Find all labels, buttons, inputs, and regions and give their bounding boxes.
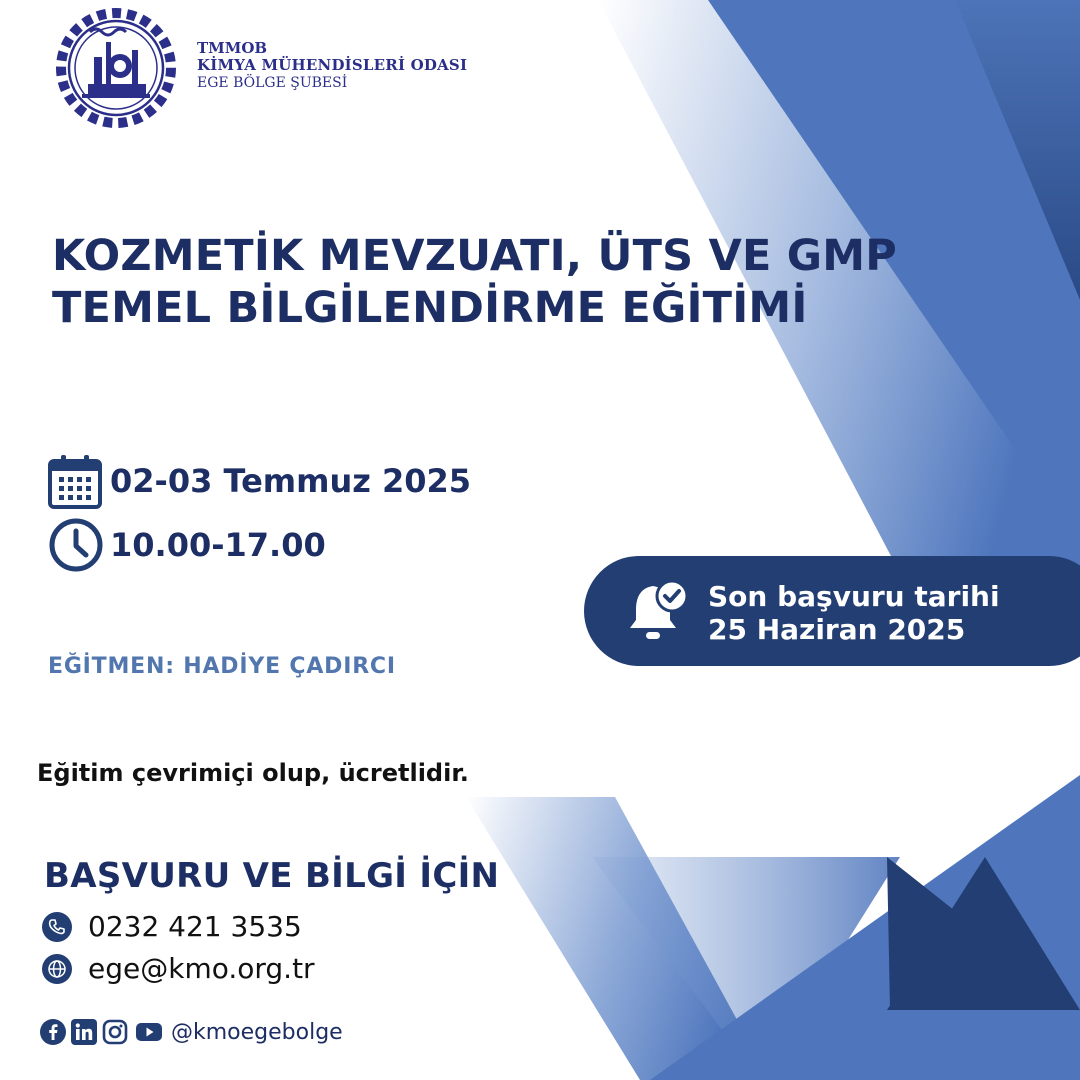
facebook-icon[interactable]	[40, 1019, 66, 1045]
contact-heading: BAŞVURU VE BİLGİ İÇİN	[44, 856, 500, 896]
youtube-icon[interactable]	[133, 1019, 165, 1045]
phone-number[interactable]: 0232 421 3535	[88, 910, 302, 943]
deadline-line-2: 25 Haziran 2025	[708, 613, 966, 646]
gear-factory-logo-icon	[50, 2, 182, 134]
globe-icon	[42, 954, 72, 984]
title-line-2: TEMEL BİLGİLENDİRME EĞİTİMİ	[52, 283, 808, 333]
email-address[interactable]: ege@kmo.org.tr	[88, 952, 315, 985]
deadline-badge	[584, 556, 1080, 666]
org-line-3: EGE BÖLGE ŞUBESİ	[197, 74, 348, 91]
social-handle[interactable]: @kmoegebolge	[171, 1019, 343, 1045]
trainer-name: EĞİTMEN: HADİYE ÇADIRCI	[48, 654, 396, 679]
org-line-1: TMMOB	[197, 39, 268, 57]
social-links	[40, 1019, 343, 1045]
clock-icon	[48, 517, 104, 573]
org-line-2: KİMYA MÜHENDİSLERİ ODASI	[197, 56, 468, 75]
event-title	[52, 230, 932, 334]
bell-check-icon	[628, 578, 690, 642]
calendar-icon	[48, 453, 104, 509]
contact-phone-row	[42, 910, 302, 943]
event-date: 02-03 Temmuz 2025	[110, 462, 472, 500]
online-paid-note: Eğitim çevrimiçi olup, ücretlidir.	[37, 759, 469, 787]
linkedin-icon[interactable]	[71, 1019, 97, 1045]
date-row	[48, 453, 471, 509]
event-time: 10.00-17.00	[110, 526, 326, 564]
phone-icon	[42, 912, 72, 942]
title-line-1: KOZMETİK MEVZUATI, ÜTS VE GMP	[52, 231, 897, 281]
deadline-line-1: Son başvuru tarihi	[708, 580, 1000, 613]
organization-name	[197, 40, 467, 91]
instagram-icon[interactable]	[102, 1019, 128, 1045]
contact-email-row	[42, 952, 315, 985]
deadline-text	[708, 580, 1000, 646]
time-row	[48, 517, 326, 573]
